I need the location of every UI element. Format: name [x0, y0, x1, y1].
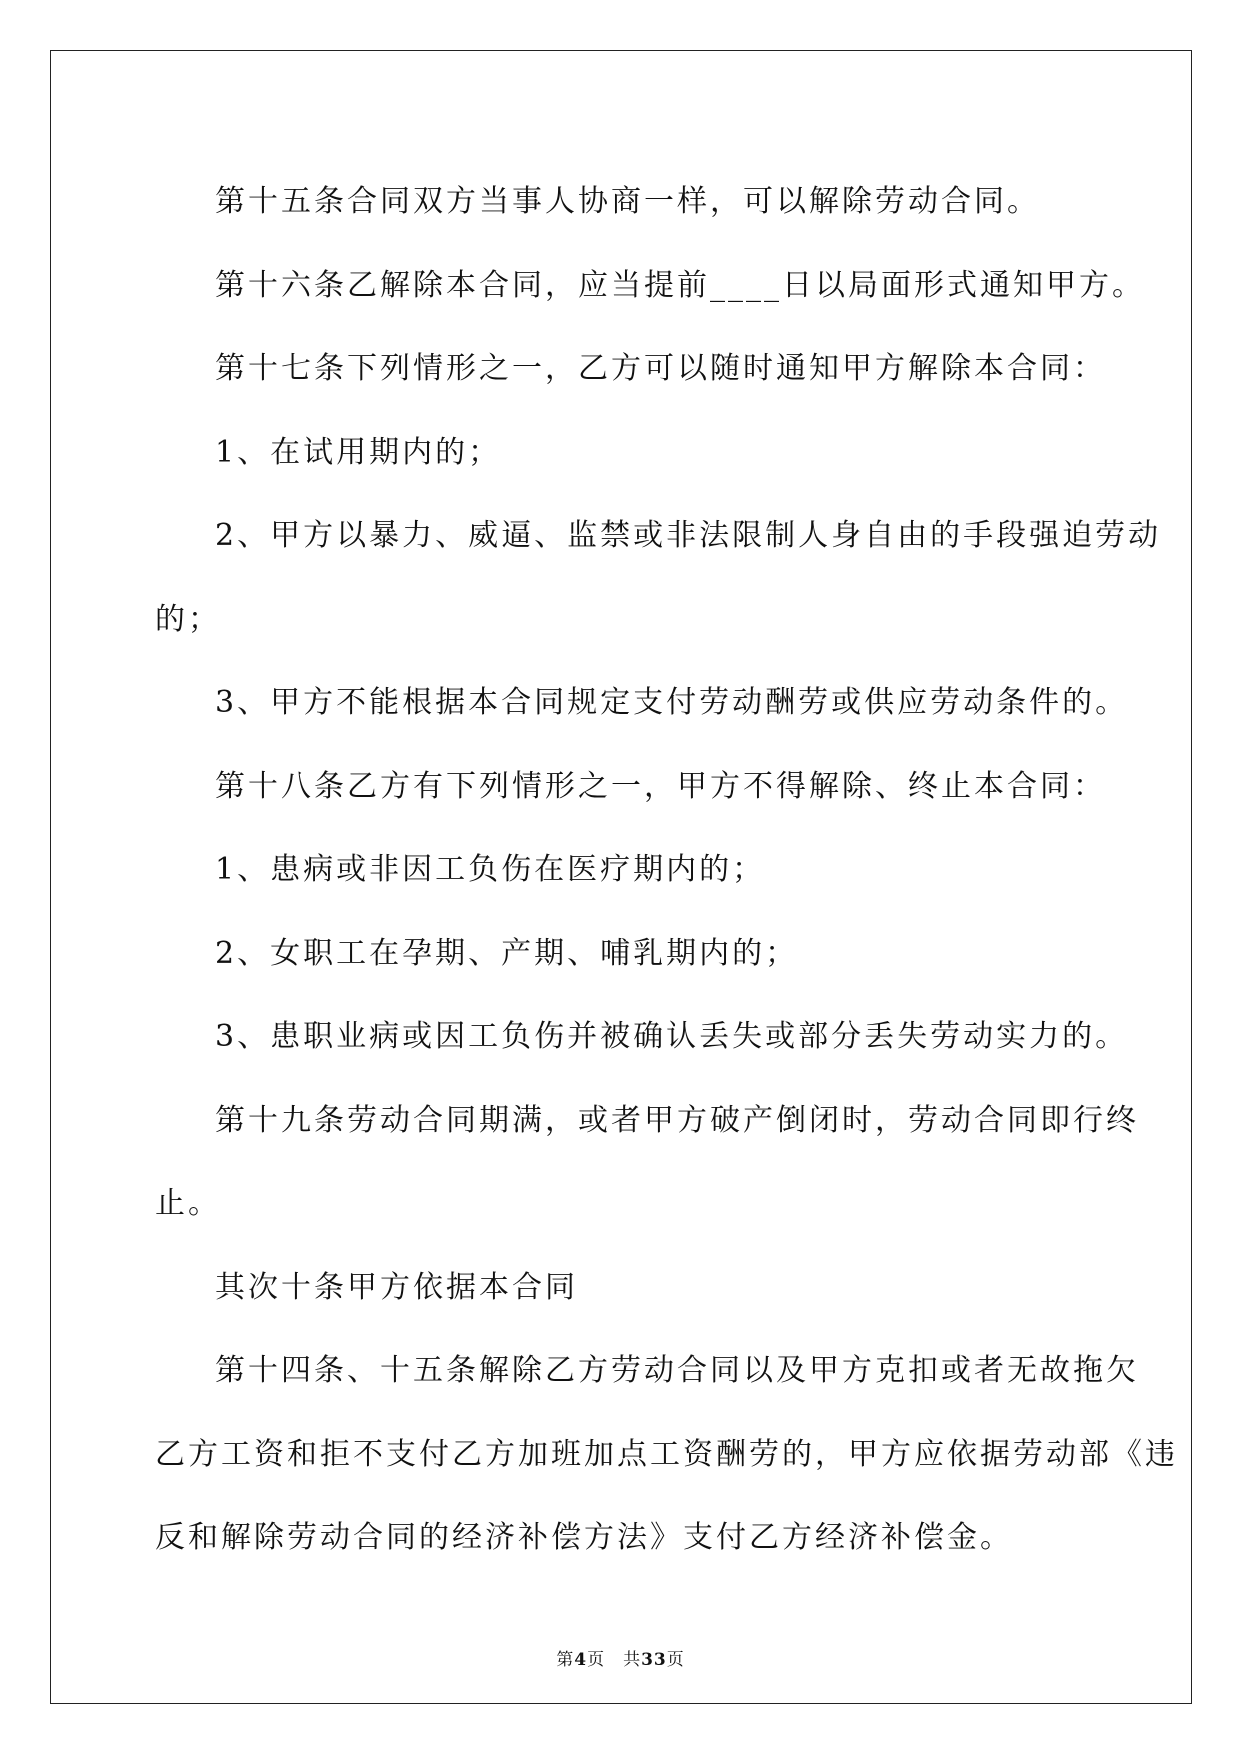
paragraph: 第十六条乙解除本合同，应当提前____日以局面形式通知甲方。	[215, 267, 1145, 303]
paragraph: 其次十条甲方依据本合同	[215, 1269, 578, 1305]
total-page-count: 33	[641, 1650, 667, 1670]
paragraph: 2、女职工在孕期、产期、哺乳期内的；	[215, 935, 799, 971]
paragraph-continuation: 乙方工资和拒不支付乙方加班加点工资酬劳的，甲方应依据劳动部《违	[155, 1436, 1178, 1472]
paragraph: 第十四条、十五条解除乙方劳动合同以及甲方克扣或者无故拖欠	[215, 1353, 1139, 1388]
current-page-number: 4	[574, 1650, 588, 1670]
footer-mid: 页 共	[587, 1650, 642, 1670]
paragraph: 第十五条合同双方当事人协商一样，可以解除劳动合同。	[215, 184, 1040, 219]
paragraph: 第十八条乙方有下列情形之一，甲方不得解除、终止本合同：	[215, 768, 1106, 804]
footer-suffix: 页	[666, 1650, 685, 1670]
paragraph-continuation: 止。	[155, 1186, 221, 1221]
paragraph: 3、患职业病或因工负伤并被确认丢失或部分丢失劳动实力的。	[215, 1019, 1129, 1054]
paragraph: 3、甲方不能根据本合同规定支付劳动酬劳或供应劳动条件的。	[215, 685, 1129, 720]
paragraph: 1、在试用期内的；	[215, 434, 502, 470]
page-footer	[0, 1645, 1241, 1670]
paragraph: 2、甲方以暴力、威逼、监禁或非法限制人身自由的手段强迫劳动	[215, 518, 1162, 553]
paragraph: 1、患病或非因工负伤在医疗期内的；	[215, 852, 766, 887]
paragraph-continuation: 的；	[155, 601, 221, 637]
paragraph: 第十七条下列情形之一，乙方可以随时通知甲方解除本合同：	[215, 351, 1106, 386]
footer-prefix: 第	[556, 1650, 575, 1670]
paragraph: 第十九条劳动合同期满，或者甲方破产倒闭时，劳动合同即行终	[215, 1102, 1139, 1138]
document-body	[155, 160, 1178, 1580]
paragraph-continuation: 反和解除劳动合同的经济补偿方法》支付乙方经济补偿金。	[155, 1520, 1013, 1555]
